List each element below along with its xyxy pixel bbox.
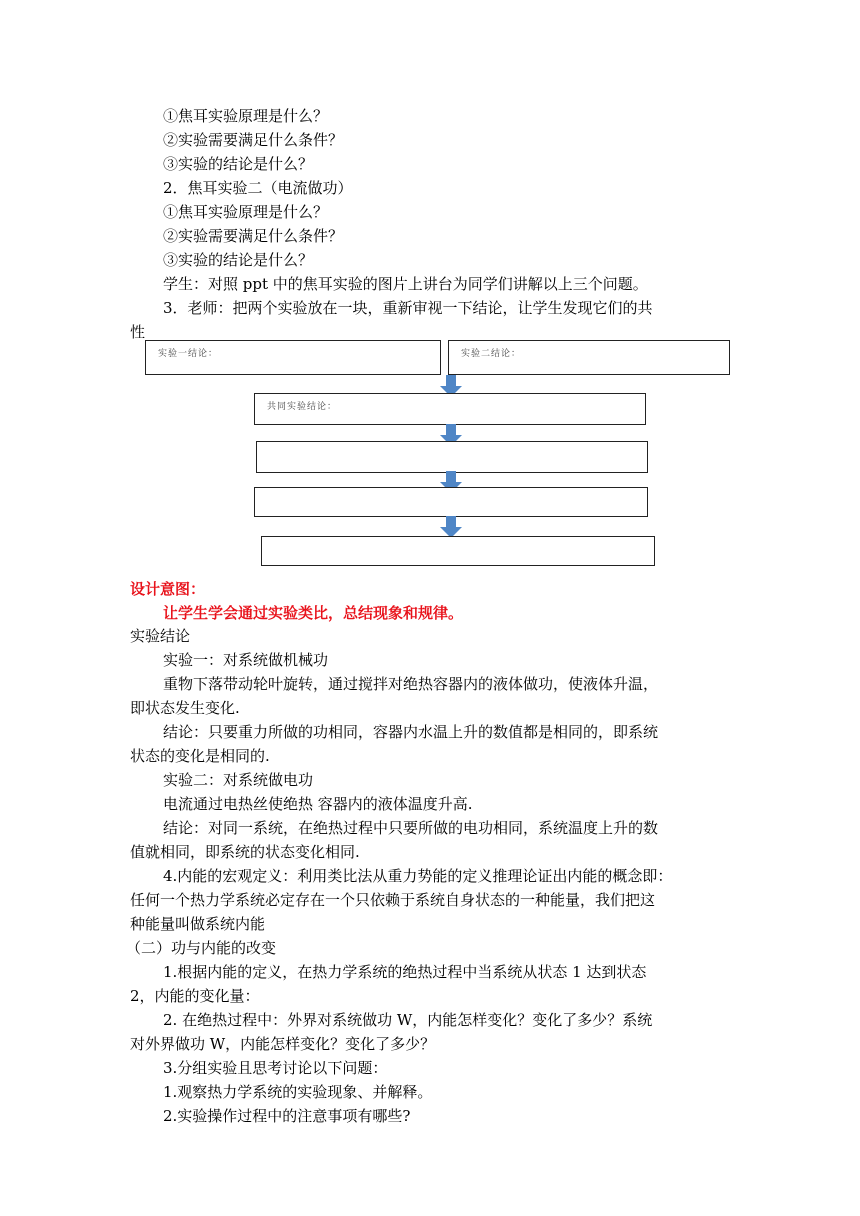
question-2-conditions: ②实验需要满足什么条件？ xyxy=(163,131,344,149)
design-intent-text: 让学生学会通过实验类比，总结现象和规律。 xyxy=(163,604,464,622)
design-intent-title: 设计意图： xyxy=(130,580,206,598)
flow-box-experiment-1 xyxy=(145,340,441,375)
experiment-1-desc: 重物下落带动轮叶旋转，通过搅拌对绝热容器内的液体做功，使液体升温， xyxy=(163,675,659,693)
discussion-2: 2.实验操作过程中的注意事项有哪些? xyxy=(163,1107,411,1125)
experiment-1-conclusion: 结论：只要重力所做的功相同，容器内水温上升的数值都是相同的，即系统 xyxy=(163,723,659,741)
teacher-activity-cont: 性 xyxy=(130,323,146,341)
question-3-conclusion-b: ③实验的结论是什么？ xyxy=(163,251,314,269)
teacher-activity: 3．老师：把两个实验放在一块，重新审视一下结论，让学生发现它们的共 xyxy=(163,299,653,317)
experiment-2-desc: 电流通过电热丝使绝热 容器内的液体温度升高. xyxy=(163,795,473,813)
section-work-and-internal-energy: （二）功与内能的改变 xyxy=(126,939,277,957)
point-1-energy-change-cont: 2，内能的变化量： xyxy=(130,987,260,1005)
experiment-2-conclusion-cont: 值就相同，即系统的状态变化相同. xyxy=(130,843,360,861)
question-1-principle: ①焦耳实验原理是什么？ xyxy=(163,107,329,125)
internal-energy-definition: 4.内能的宏观定义：利用类比法从重力势能的定义推理论证出内能的概念即： xyxy=(163,867,673,885)
question-1-principle-b: ①焦耳实验原理是什么？ xyxy=(163,203,329,221)
point-2-adiabatic-cont: 对外界做功 W，内能怎样变化？变化了多少？ xyxy=(130,1035,436,1053)
internal-energy-definition-cont: 任何一个热力学系统必定存在一个只依赖于系统自身状态的一种能量，我们把这 xyxy=(130,891,656,909)
flow-box-experiment-2-label: 实验二结论： xyxy=(461,349,522,359)
point-1-energy-change: 1.根据内能的定义，在热力学系统的绝热过程中当系统从状态 1 达到状态 xyxy=(163,963,647,981)
experiment-1-title: 实验一：对系统做机械功 xyxy=(163,651,329,669)
down-arrow-icon xyxy=(440,516,462,538)
heading-experiment-conclusion: 实验结论 xyxy=(130,627,191,645)
question-2-conditions-b: ②实验需要满足什么条件？ xyxy=(163,227,344,245)
experiment-2-conclusion: 结论：对同一系统，在绝热过程中只要所做的电功相同，系统温度上升的数 xyxy=(163,819,659,837)
experiment-2-title: 实验二：对系统做电功 xyxy=(163,771,314,789)
flow-box-step-5 xyxy=(254,487,648,517)
flow-box-experiment-2 xyxy=(448,340,730,375)
section-joule-experiment-2: 2．焦耳实验二（电流做功） xyxy=(163,179,353,197)
question-3-conclusion: ③实验的结论是什么？ xyxy=(163,155,314,173)
flow-box-step-4 xyxy=(256,441,648,473)
point-3-group-experiment: 3.分组实验且思考讨论以下问题： xyxy=(163,1059,388,1077)
student-activity: 学生：对照 ppt 中的焦耳实验的图片上讲台为同学们讲解以上三个问题。 xyxy=(163,275,648,293)
flow-box-common-label: 共同实验结论： xyxy=(267,402,338,412)
flow-box-step-6 xyxy=(261,536,655,566)
internal-energy-definition-end: 种能量叫做系统内能 xyxy=(130,915,266,933)
experiment-1-desc-cont: 即状态发生变化. xyxy=(130,699,240,717)
experiment-1-conclusion-cont: 状态的变化是相同的. xyxy=(130,747,270,765)
flow-box-experiment-1-label: 实验一结论： xyxy=(158,349,219,359)
flow-box-common xyxy=(254,393,646,425)
discussion-1: 1.观察热力学系统的实验现象、并解释。 xyxy=(163,1083,433,1101)
point-2-adiabatic: 2. 在绝热过程中：外界对系统做功 W，内能怎样变化？变化了多少？系统 xyxy=(163,1011,653,1029)
